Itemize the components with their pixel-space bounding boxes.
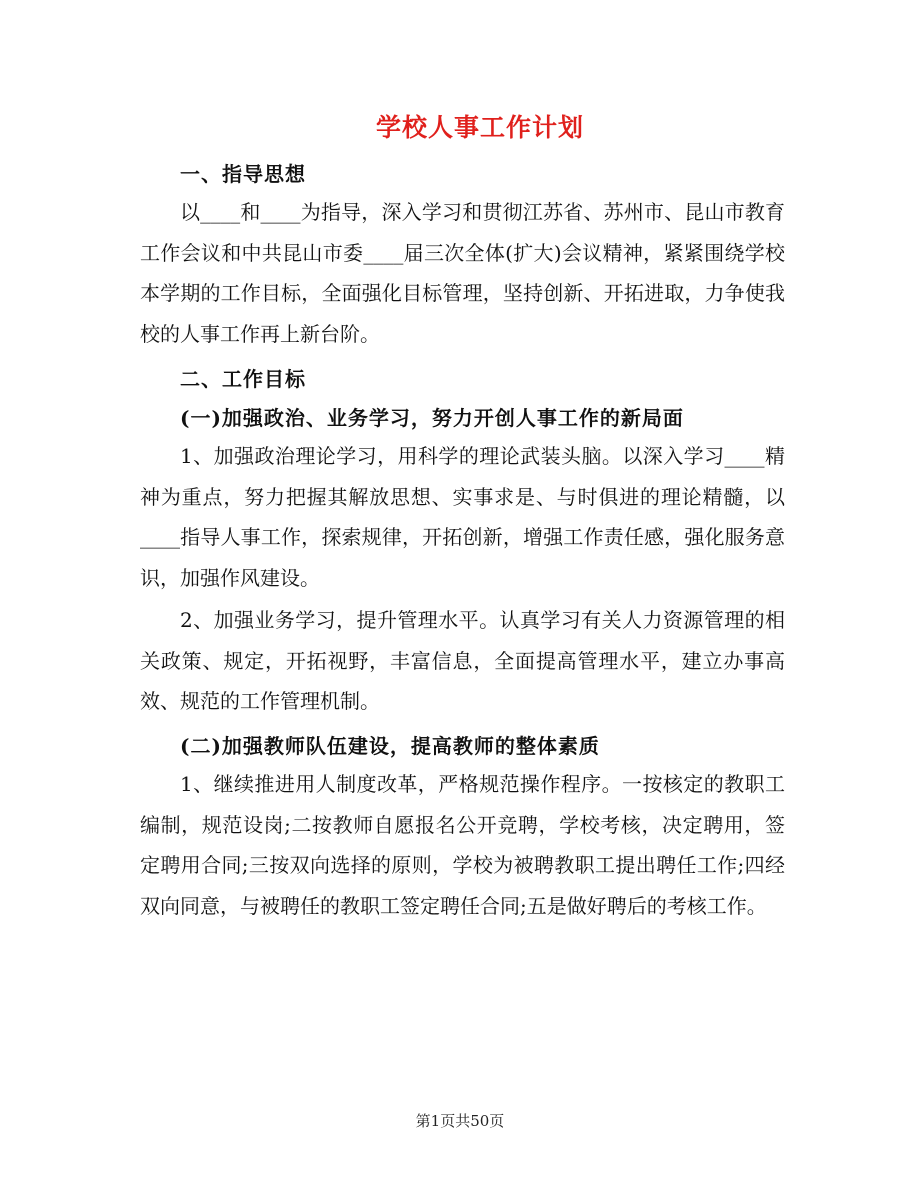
paragraph-business-study: 2、加强业务学习，提升管理水平。认真学习有关人力资源管理的相关政策、规定，开拓视野，丰富信息，全面提高管理水平，建立办事高效、规范的工作管理机制。 <box>140 608 785 713</box>
section-heading-work-goals: 二、工作目标 <box>180 367 306 391</box>
subsection-heading-study: (一)加强政治、业务学习，努力开创人事工作的新局面 <box>180 406 684 430</box>
subsection-heading-teacher-team: (二)加强教师队伍建设，提高教师的整体素质 <box>180 734 600 758</box>
section-heading-guiding-ideology: 一、指导思想 <box>180 162 306 186</box>
paragraph-political-study: 1、加强政治理论学习，用科学的理论武装头脑。以深入学习____精神为重点，努力把握其解放思想、实事求是、与时俱进的理论精髓，以____指导人事工作，探索规律，开拓创新，增强工作责任感，强化服务意识，加强作风建设。 <box>140 444 785 590</box>
document-title: 学校人事工作计划 <box>375 113 584 142</box>
paragraph-employment-reform: 1、继续推进用人制度改革，严格规范操作程序。一按核定的教职工编制，规范设岗;二按教师自愿报名公开竞聘，学校考核，决定聘用，签定聘用合同;三按双向选择的原则，学校为被聘教职工提出聘任工作;四经双向同意，与被聘任的教职工签定聘任合同;五是做好聘后的考核工作。 <box>140 772 785 918</box>
paragraph-guiding-ideology: 以____和____为指导，深入学习和贯彻江苏省、苏州市、昆山市教育工作会议和中共昆山市委____届三次全体(扩大)会议精神，紧紧围绕学校本学期的工作目标，全面强化目标管理，坚持创新、开拓进取，力争使我校的人事工作再上新台阶。 <box>140 200 785 346</box>
page-number-footer: 第1页共50页 <box>415 1112 505 1130</box>
